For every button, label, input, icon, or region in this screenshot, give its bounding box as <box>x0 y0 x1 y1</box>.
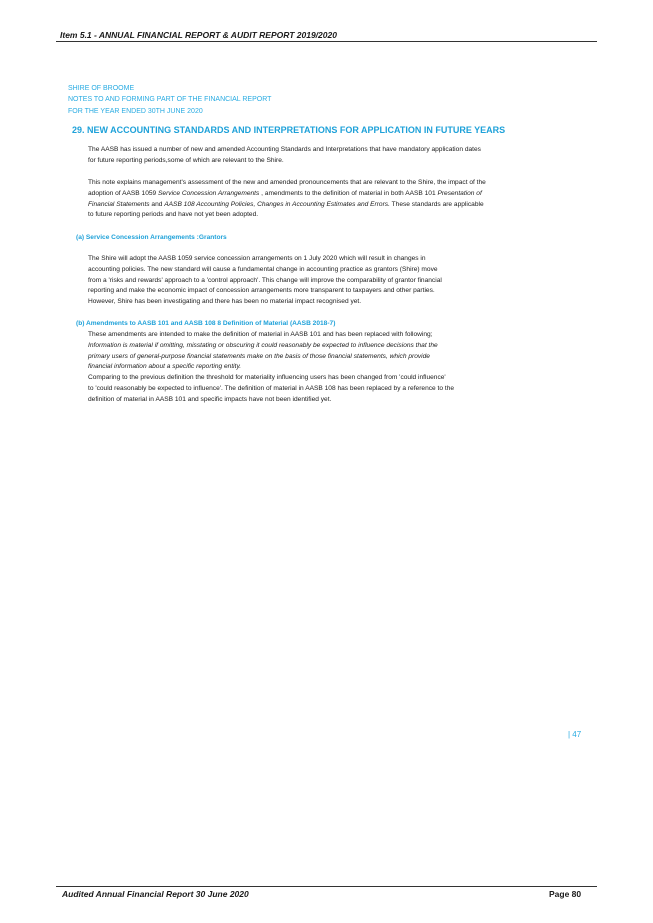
report-subtitle: NOTES TO AND FORMING PART OF THE FINANCIAL REPORT <box>68 96 272 104</box>
text-line: The Shire will adopt the AASB 1059 service concession arrangements on 1 July 2020 which will result in changes in <box>88 255 426 262</box>
text-span: adoption of AASB 1059 <box>88 189 159 197</box>
standard-title: Financial Statements <box>88 200 150 208</box>
text-line <box>88 189 486 200</box>
footer-divider <box>56 886 597 887</box>
section-page-marker: | 47 <box>568 730 582 739</box>
text-line: financial information about a specific reporting entity. <box>88 363 242 371</box>
text-span: , amendments to the definition of material in both AASB 101 <box>259 189 438 197</box>
text-line: definition of material in AASB 101 and specific impacts have not been identified yet. <box>88 395 332 403</box>
text-line: primary users of general-purpose financial statements make on the basis of those financial statements, which provide <box>88 352 430 360</box>
intro-paragraph-2 <box>88 178 486 221</box>
report-period: FOR THE YEAR ENDED 30TH JUNE 2020 <box>68 107 203 115</box>
text-line: for future reporting periods,some of which are relevant to the Shire. <box>88 156 284 164</box>
footer-report-title: Audited Annual Financial Report 30 June 2020 <box>62 889 249 899</box>
header-divider <box>56 41 597 42</box>
standard-title: Presentation of <box>437 189 482 197</box>
text-span: and <box>149 200 165 208</box>
subsection-a-heading: (a) Service Concession Arrangements :Grantors <box>76 234 227 241</box>
org-name: SHIRE OF BROOME <box>68 85 135 92</box>
text-line: from a 'risks and rewards' approach to a 'control approach'. This change will improve the comparability of grantor financial <box>88 276 442 284</box>
subsection-b-paragraph <box>88 330 454 406</box>
standard-title: AASB 108 Accounting Policies, Changes in Accounting Estimates and Errors. <box>164 200 390 208</box>
subsection-b-heading: (b) Amendments to AASB 101 and AASB 108 8 Definition of Material (AASB 2018-7) <box>76 320 336 327</box>
text-line: accounting policies. The new standard will cause a fundamental change in accounting practice as grantors (Shire) move <box>88 265 438 273</box>
text-line: to future reporting periods and have not yet been adopted. <box>88 211 259 219</box>
text-line: Comparing to the previous definition the threshold for materiality influencing users has been changed from 'could influence' <box>88 374 446 382</box>
text-line: These amendments are intended to make the definition of material in AASB 101 and has been replaced with following; <box>88 331 433 338</box>
text-span: These standards are applicable <box>389 200 484 208</box>
intro-paragraph-1 <box>88 145 481 167</box>
organisation-block <box>68 83 271 117</box>
text-line: However, Shire has been investigating and there has been no material impact recognised yet. <box>88 298 362 306</box>
footer-page-number: Page 80 <box>549 889 582 899</box>
text-line: Information is material if omitting, misstating or obscuring it could reasonably be expected to influence decisions that the <box>88 341 438 349</box>
text-line: This note explains management's assessment of the new and amended pronouncements that are relevant to the Shire, the impact of the <box>88 179 486 186</box>
report-header-title: Item 5.1 - ANNUAL FINANCIAL REPORT & AUDIT REPORT 2019/2020 <box>60 30 337 40</box>
section-title: 29. NEW ACCOUNTING STANDARDS AND INTERPRETATIONS FOR APPLICATION IN FUTURE YEARS <box>72 125 506 135</box>
text-line: The AASB has issued a number of new and amended Accounting Standards and Interpretations that have mandatory application dates <box>88 146 481 153</box>
subsection-a-paragraph <box>88 254 442 308</box>
standard-title: Service Concession Arrangements <box>158 189 260 197</box>
text-line: reporting and make the economic impact of concession arrangements more transparent to taxpayers and other parties. <box>88 287 435 295</box>
text-line <box>88 200 486 211</box>
text-line: to 'could reasonably be expected to influence'. The definition of material in AASB 108 has been replaced by a reference to the <box>88 384 455 392</box>
